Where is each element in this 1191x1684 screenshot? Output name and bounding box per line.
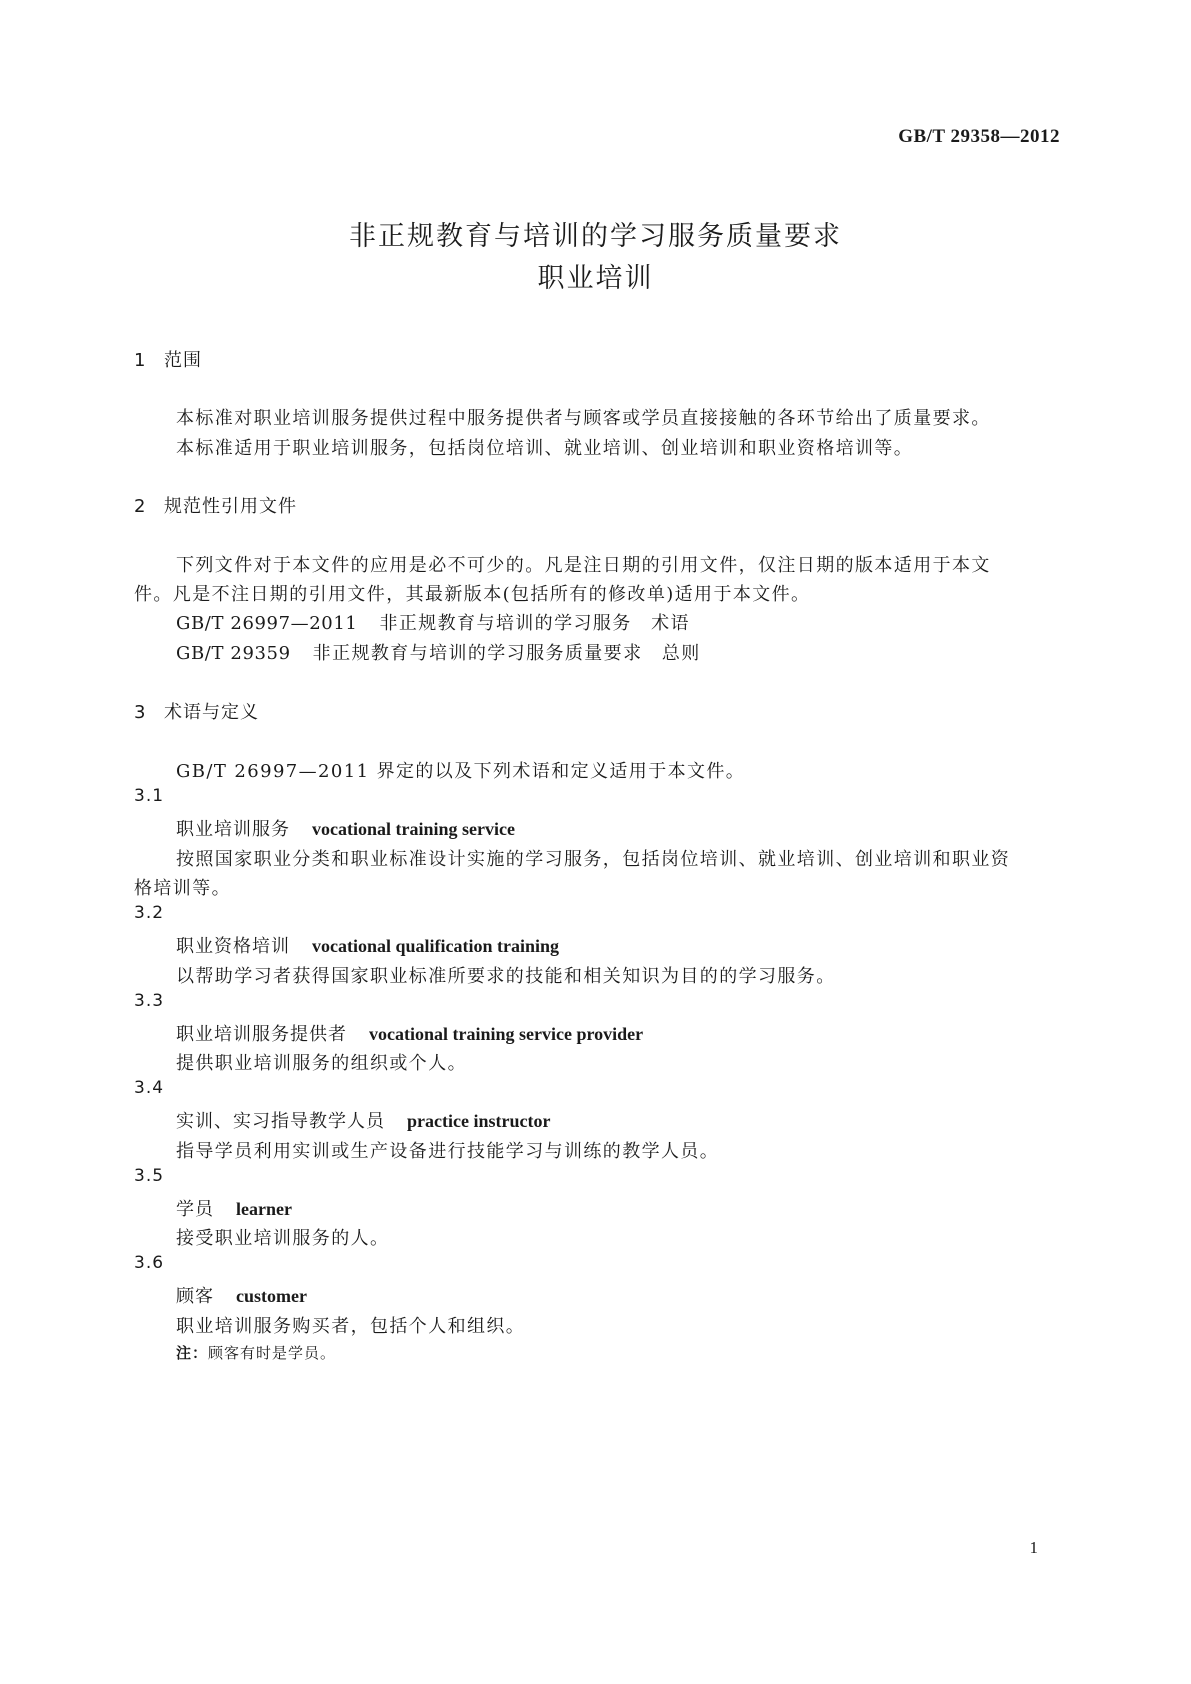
term-3-3-title <box>176 1020 643 1046</box>
page-title-line1: 非正规教育与培训的学习服务质量要求 <box>349 221 842 252</box>
note-text: 顾客有时是学员。 <box>208 1344 337 1362</box>
term-3-2-title <box>176 932 559 958</box>
reference-2-code: GB/T 29359 <box>176 643 291 664</box>
term-3-5-number: 3.5 <box>134 1166 165 1186</box>
section-1-number: 1 <box>134 350 147 371</box>
section-1-para-2: 本标准适用于职业培训服务，包括岗位培训、就业培训、创业培训和职业资格培训等。 <box>176 438 914 459</box>
term-3-2-definition: 以帮助学习者获得国家职业标准所要求的技能和相关知识为目的的学习服务。 <box>176 966 836 987</box>
section-1-para-1: 本标准对职业培训服务提供过程中服务提供者与顾客或学员直接接触的各环节给出了质量要求。 <box>176 408 991 429</box>
term-3-4-title <box>176 1107 550 1133</box>
term-3-1-title <box>176 815 515 841</box>
term-3-4-number: 3.4 <box>134 1078 165 1098</box>
section-3-intro: GB/T 26997—2011 界定的以及下列术语和定义适用于本文件。 <box>176 761 746 782</box>
term-3-6-zh: 顾客 <box>176 1286 214 1307</box>
reference-2-title: 非正规教育与培训的学习服务质量要求 总则 <box>312 643 701 664</box>
section-2-title: 规范性引用文件 <box>164 496 297 517</box>
term-3-3-en: vocational training service provider <box>369 1024 644 1044</box>
term-3-3-definition: 提供职业培训服务的组织或个人。 <box>176 1053 467 1074</box>
page-number: 1 <box>1029 1538 1038 1557</box>
term-3-1-number: 3.1 <box>134 786 165 806</box>
term-3-2-number: 3.2 <box>134 903 165 923</box>
reference-1 <box>176 609 690 635</box>
section-1-heading <box>134 346 202 372</box>
reference-1-title: 非正规教育与培训的学习服务 术语 <box>379 613 690 634</box>
term-3-1-definition-line-1: 按照国家职业分类和职业标准设计实施的学习服务，包括岗位培训、就业培训、创业培训和职业资 <box>176 849 1011 870</box>
standard-code: GB/T 29358—2012 <box>898 126 1060 147</box>
note-label: 注： <box>176 1344 209 1362</box>
term-3-3-number: 3.3 <box>134 991 165 1011</box>
page-title-line2: 职业培训 <box>537 263 654 294</box>
section-3-title: 术语与定义 <box>164 702 259 723</box>
term-3-4-zh: 实训、实习指导教学人员 <box>176 1111 385 1132</box>
section-2-number: 2 <box>134 496 147 517</box>
term-3-5-title <box>176 1195 292 1221</box>
term-3-2-zh: 职业资格培训 <box>176 936 290 957</box>
term-3-1-en: vocational training service <box>312 819 515 839</box>
section-3-heading <box>134 698 259 724</box>
term-3-5-en: learner <box>236 1199 292 1219</box>
term-3-2-en: vocational qualification training <box>312 936 560 956</box>
section-2-heading <box>134 492 297 518</box>
term-3-5-definition: 接受职业培训服务的人。 <box>176 1228 390 1249</box>
reference-1-code: GB/T 26997—2011 <box>176 613 358 634</box>
section-1-title: 范围 <box>164 350 202 371</box>
term-3-4-definition: 指导学员利用实训或生产设备进行技能学习与训练的教学人员。 <box>176 1141 720 1162</box>
term-3-5-zh: 学员 <box>176 1199 214 1220</box>
term-3-1-zh: 职业培训服务 <box>176 819 290 840</box>
term-3-3-zh: 职业培训服务提供者 <box>176 1024 347 1045</box>
term-3-6-en: customer <box>236 1286 307 1306</box>
term-3-6-note <box>176 1342 336 1363</box>
term-3-1-definition-line-2: 格培训等。 <box>134 878 231 899</box>
term-3-6-title <box>176 1282 307 1308</box>
term-3-4-en: practice instructor <box>407 1111 551 1131</box>
term-3-6-definition: 职业培训服务购买者，包括个人和组织。 <box>176 1316 526 1337</box>
reference-2 <box>176 639 701 665</box>
section-2-para-line-1: 下列文件对于本文件的应用是必不可少的。凡是注日期的引用文件，仅注日期的版本适用于本文 <box>176 555 991 576</box>
section-3-number: 3 <box>134 702 147 723</box>
section-2-para-line-2: 件。凡是不注日期的引用文件，其最新版本(包括所有的修改单)适用于本文件。 <box>134 584 811 605</box>
term-3-6-number: 3.6 <box>134 1253 165 1273</box>
